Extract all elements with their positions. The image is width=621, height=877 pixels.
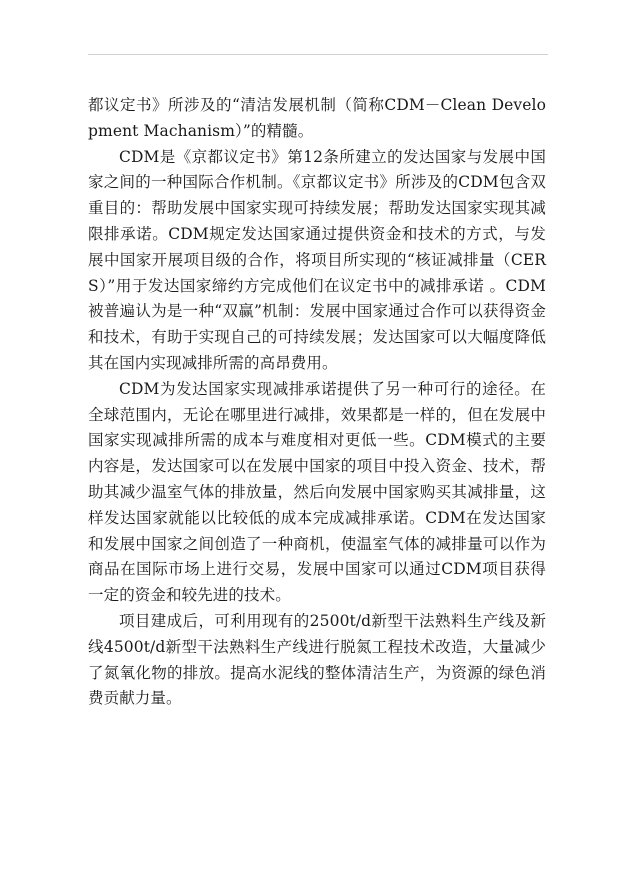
document-body — [88, 93, 546, 712]
paragraph-cdm-pathway: CDM为发达国家实现减排承诺提供了另一种可行的途径。在全球范围内，无论在哪里进行减排，效果都是一样的，但在发展中国家实现减排所需的成本与难度相对更低一些。CDM模式的主要内容是，发达国家可以在发展中国家的项目中投入资金、技术，帮助其减少温室气体的排放量，然后向发展中国家购买其减排量，这样发达国家就能以比较低的成本完成减排承诺。CDM在发达国家和发展中国家之间创造了一种商机，使温室气体的减排量可以作为商品在国际市场上进行交易，发展中国家可以通过CDM项目获得一定的资金和较先进的技术。 — [88, 379, 546, 605]
paragraph-continuation: 都议定书》所涉及的“清洁发展机制（简称CDM－Clean Development Machanism）”的精髓。 — [88, 96, 546, 140]
header-rule — [88, 54, 548, 55]
paragraph-project-outcome: 项目建成后，可利用现有的2500t/d新型干法熟料生产线及新线4500t/d新型干法熟料生产线进行脱氮工程技术改造，大量减少了氮氧化物的排放。提高水泥线的整体清洁生产，为资源的绿色消费贡献力量。 — [88, 611, 546, 708]
paragraph-cdm-definition: CDM是《京都议定书》第12条所建立的发达国家与发展中国家之间的一种国际合作机制。《京都议定书》所涉及的CDM包含双重目的：帮助发展中国家实现可持续发展；帮助发达国家实现其减限排承诺。CDM规定发达国家通过提供资金和技术的方式，与发展中国家开展项目级的合作，将项目所实现的“核证减排量（CERS）”用于发达国家缔约方完成他们在议定书中的减排承诺 。CDM被普遍认为是一种“双赢”机制：发展中国家通过合作可以获得资金和技术，有助于实现自己的可持续发展；发达国家可以大幅度降低其在国内实现减排所需的高昂费用。 — [88, 147, 546, 372]
